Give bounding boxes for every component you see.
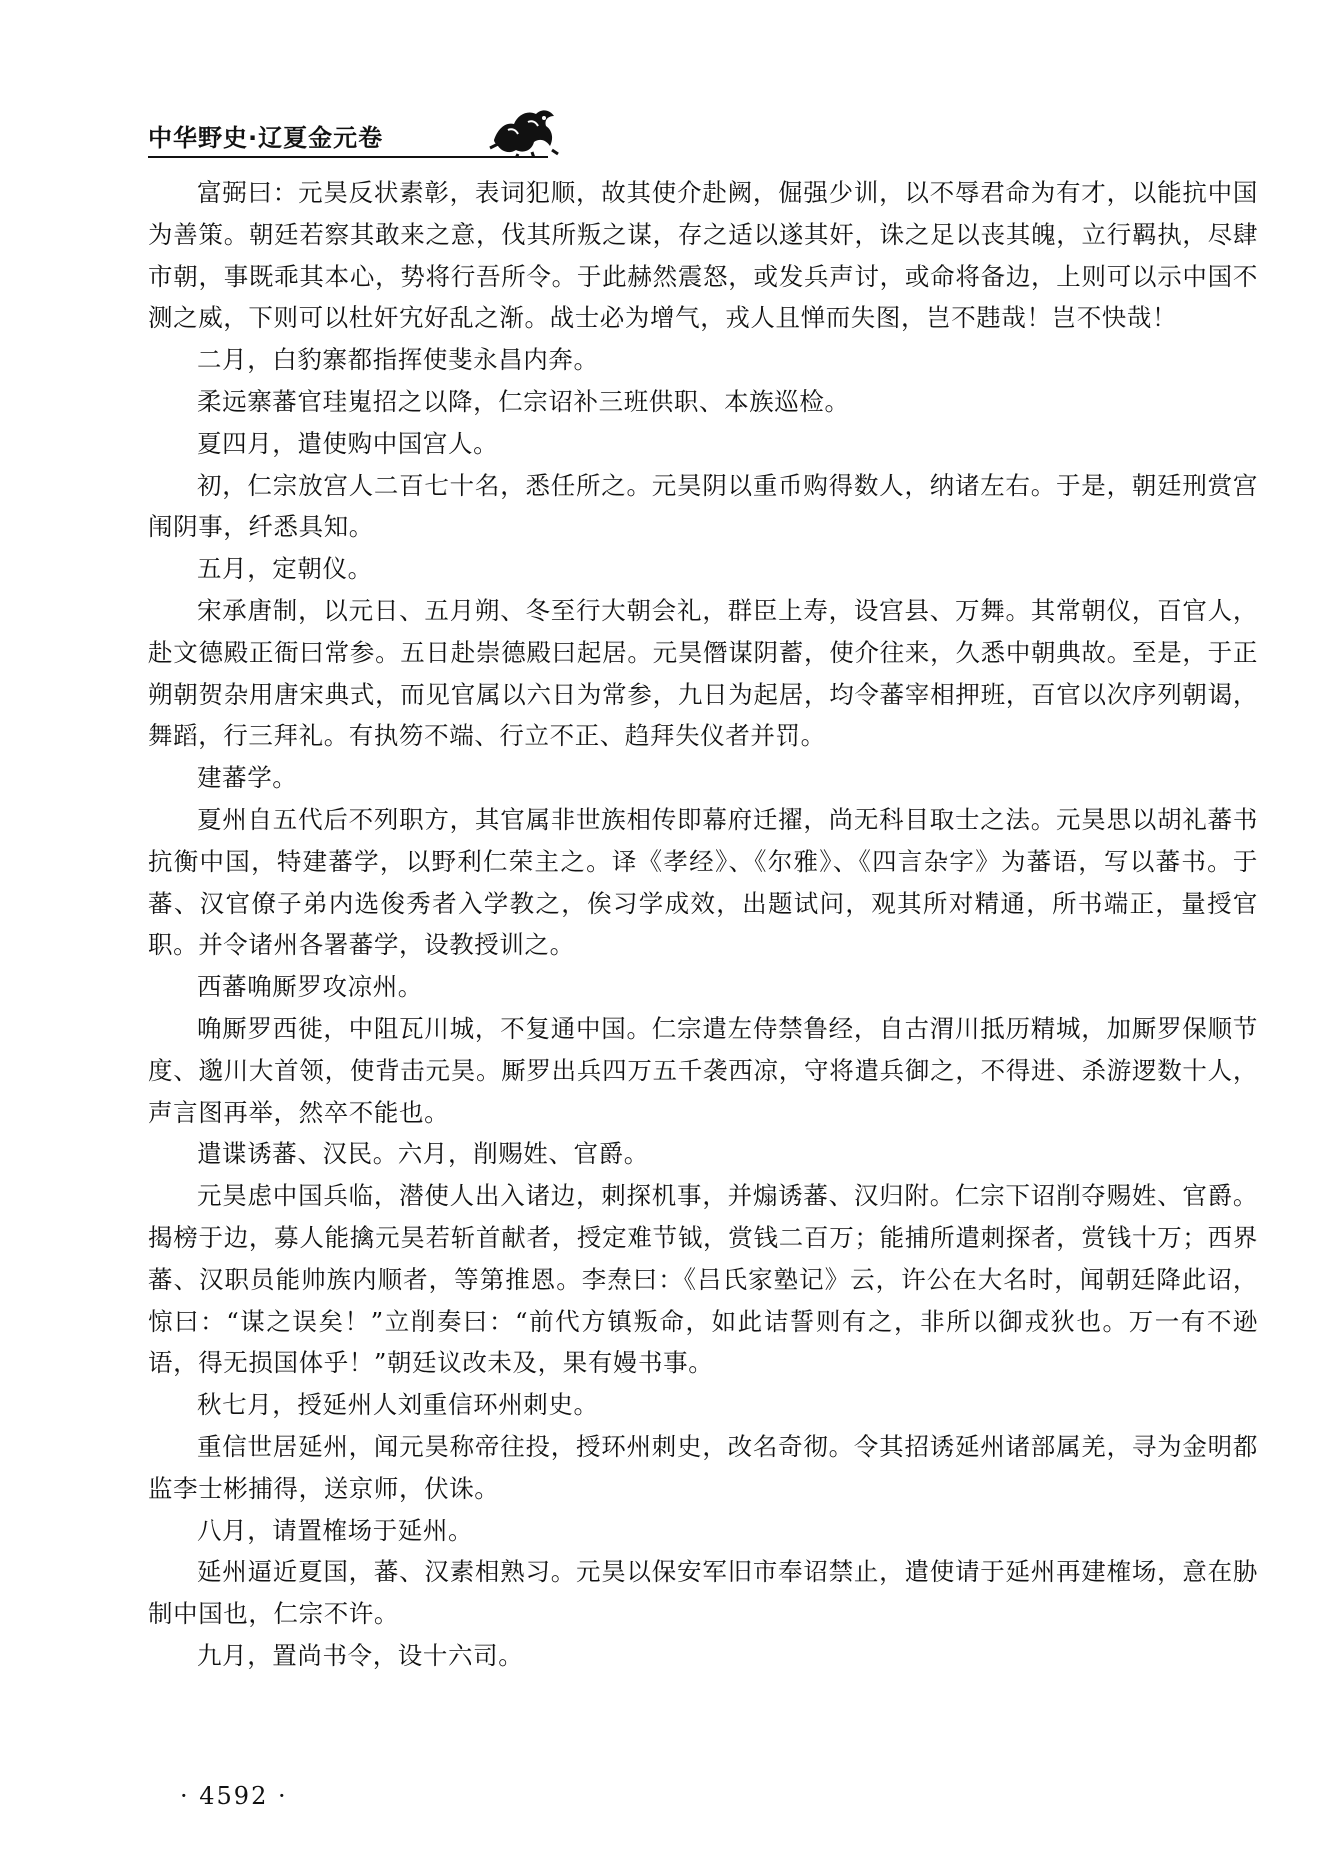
paragraph-gusiluo-detail: 唃厮罗西徙，中阻瓦川城，不复通中国。仁宗遣左侍禁鲁经，自古渭川抵历精城，加厮罗保顺节度、邈川大首领，使背击元昊。厮罗出兵四万五千袭西凉，守将遣兵御之，不得进、杀游逻数十人，声言图再举，然卒不能也。 xyxy=(148,1013,1258,1127)
page-header xyxy=(148,100,1208,160)
paragraph-palace-women: 初，仁宗放宫人二百七十名，悉任所之。元昊阴以重币购得数人，纳诸左右。于是，朝廷刑赏宫闱阴事，纤悉具知。 xyxy=(148,470,1258,542)
header-rule xyxy=(148,156,548,158)
paragraph-yanzhou-market: 延州逼近夏国，蕃、汉素相熟习。元昊以保安军旧市奉诏禁止，遣使请于延州再建榷场，意在胁制中国也，仁宗不许。 xyxy=(148,1557,1258,1629)
paragraph-liu-zhongxin: 重信世居延州，闻元昊称帝往投，授环州刺史，改名奇彻。令其招诱延州诸部属羌，寻为金明都监李士彬捕得，送京师，伏诛。 xyxy=(148,1431,1258,1503)
paragraph-second-month: 二月，白豹寨都指挥使斐永昌内奔。 xyxy=(197,345,599,375)
paragraph-fifth-month: 五月，定朝仪。 xyxy=(197,554,373,584)
paragraph-eighth-month: 八月，请置榷场于延州。 xyxy=(197,1515,474,1545)
paragraph-spies-heading: 遣谍诱蕃、汉民。六月，削赐姓、官爵。 xyxy=(197,1139,649,1169)
paragraph-rouyuan-fort: 柔远寨蕃官珪嵬招之以降，仁宗诏补三班供职、本族巡检。 xyxy=(197,386,850,416)
paragraph-fourth-month: 夏四月，遣使购中国宫人。 xyxy=(197,428,499,458)
paragraph-ninth-month: 九月，置尚书令，设十六司。 xyxy=(197,1640,524,1670)
paragraph-gusiluo-attack: 西蕃唃厮罗攻凉州。 xyxy=(197,972,423,1002)
paragraph-court-rites: 宋承唐制，以元日、五月朔、冬至行大朝会礼，群臣上寿，设宫县、万舞。其常朝仪，百官人，赴文德殿正衙曰常参。五日赴崇德殿曰起居。元昊僭谋阴蓄，使介往来，久悉中朝典故。至是，于正朔朝贺杂用唐宋典式，而见官属以六日为常参，九日为起居，均令蕃宰相押班，百官以次序列朝谒，舞蹈，行三拜礼。有执笏不端、行立不正、趋拜失仪者并罚。 xyxy=(148,595,1258,751)
paragraph-fan-school: 夏州自五代后不列职方，其官属非世族相传即幕府迁擢，尚无科目取士之法。元昊思以胡礼蕃书抗衡中国，特建蕃学，以野利仁荣主之。译《孝经》、《尔雅》、《四言杂字》为蕃语，写以蕃书。于蕃、汉官僚子弟内选俊秀者入学教之，俟习学成效，出题试问，观其所对精通，所书端正，量授官职。并令诸州各署蕃学，设教授训之。 xyxy=(148,804,1258,960)
dragon-emblem-icon xyxy=(488,100,560,158)
book-title: 中华野史·辽夏金元卷 xyxy=(148,124,384,152)
paragraph-spies-detail: 元昊虑中国兵临，潜使人出入诸边，刺探机事，并煽诱蕃、汉归附。仁宗下诏削夺赐姓、官爵。揭榜于边，募人能擒元昊若斩首献者，授定难节钺，赏钱二百万；能捕所遣刺探者，赏钱十万；西界蕃、汉职员能帅族内顺者，等第推恩。李焘曰：《吕氏家塾记》云，许公在大名时，闻朝廷降此诏，惊曰：“谋之误矣！”立削奏曰：“前代方镇叛命，如此诘誓则有之，非所以御戎狄也。万一有不逊语，得无损国体乎！”朝廷议改未及，果有嫚书事。 xyxy=(148,1181,1258,1378)
page-body xyxy=(148,172,1258,1677)
paragraph-fu-bi-remark: 富弼曰：元昊反状素彰，表词犯顺，故其使介赴阙，倔强少训，以不辱君命为有才，以能抗中国为善策。朝廷若察其敢来之意，伐其所叛之谋，存之适以遂其奸，诛之足以丧其魄，立行羁执，尽肆市朝，事既乖其本心，势将行吾所令。于此赫然震怒，或发兵声讨，或命将备边，上则可以示中国不测之威，下则可以杜奸宄好乱之渐。战士必为增气，戎人且惮而失图，岂不韪哉！岂不快哉！ xyxy=(148,178,1258,333)
page-number: · 4592 · xyxy=(180,1782,288,1810)
paragraph-seventh-month: 秋七月，授延州人刘重信环州刺史。 xyxy=(197,1390,599,1420)
paragraph-fan-school-heading: 建蕃学。 xyxy=(197,763,298,793)
